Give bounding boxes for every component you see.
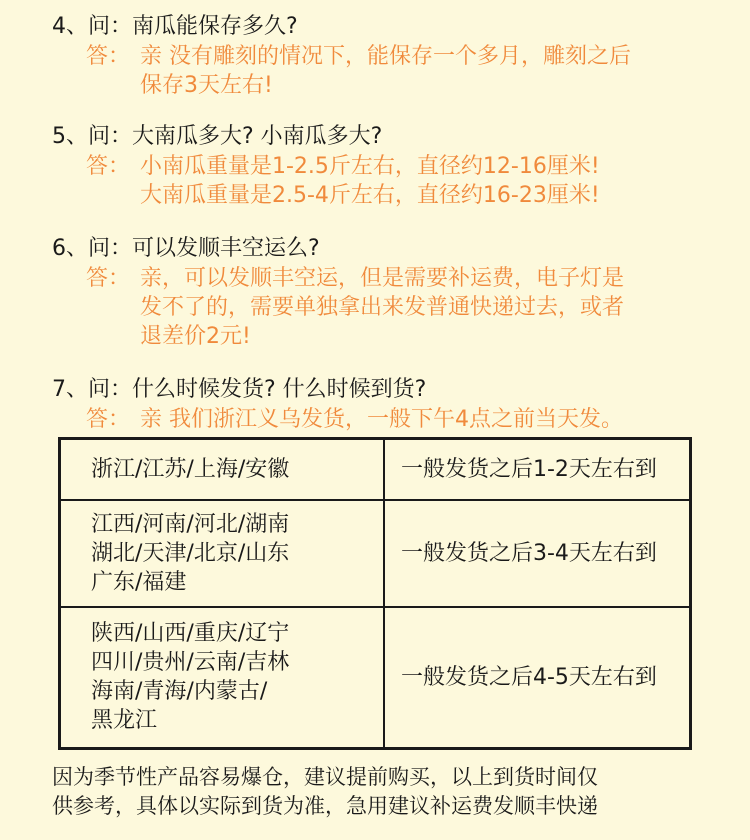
- faq-question: 7、问：什么时候发货? 什么时候到货?: [52, 377, 427, 402]
- region-line: 广东/福建: [91, 569, 187, 595]
- answer-line: 亲，可以发顺丰空运，但是需要补运费，电子灯是: [140, 266, 625, 291]
- delivery-time-cell: 一般发货之后1-2天左右到: [384, 439, 691, 500]
- faq-item-5: [52, 122, 732, 210]
- faq-answer: [52, 264, 732, 351]
- region-line: 黑龙江: [91, 708, 158, 734]
- region-cell: [60, 500, 385, 607]
- answer-label: 答：: [86, 154, 131, 179]
- shipping-time-table: [58, 437, 692, 750]
- footer-line: 供参考，具体以实际到货为准，急用建议补运费发顺丰快递: [52, 794, 598, 818]
- faq-item-4: [52, 12, 732, 100]
- faq-question: 6、问：可以发顺丰空运么?: [52, 236, 320, 261]
- answer-line: 亲 没有雕刻的情况下，能保存一个多月，雕刻之后: [140, 44, 631, 69]
- faq-item-6: [52, 234, 732, 351]
- faq-answer: [52, 42, 732, 100]
- faq-question: 5、问：大南瓜多大? 小南瓜多大?: [52, 124, 383, 149]
- region-line: 浙江/江苏/上海/安徽: [91, 456, 290, 482]
- answer-label: 答：: [86, 44, 131, 69]
- table-row: [60, 439, 691, 500]
- region-cell: [60, 607, 385, 749]
- faq-answer: [52, 405, 732, 434]
- answer-label: 答：: [86, 407, 131, 432]
- table-row: [60, 500, 691, 607]
- answer-line: 小南瓜重量是1-2.5斤左右，直径约12-16厘米!: [140, 154, 600, 179]
- answer-line: 发不了的，需要单独拿出来发普通快递过去，或者: [140, 295, 625, 320]
- region-line: 四川/贵州/云南/吉林: [91, 650, 290, 676]
- region-line: 江西/河南/河北/湖南: [91, 511, 290, 537]
- region-line: 陕西/山西/重庆/辽宁: [91, 621, 290, 647]
- answer-line: 退差价2元!: [140, 324, 251, 349]
- answer-line: 亲 我们浙江义乌发货，一般下午4点之前当天发。: [140, 407, 623, 432]
- answer-line: 保存3天左右!: [140, 73, 273, 98]
- footer-note: [52, 763, 732, 821]
- region-cell: [60, 439, 385, 500]
- region-line: 湖北/天津/北京/山东: [91, 540, 290, 566]
- delivery-time-cell: 一般发货之后4-5天左右到: [384, 607, 691, 749]
- delivery-time-cell: 一般发货之后3-4天左右到: [384, 500, 691, 607]
- region-line: 海南/青海/内蒙古/: [91, 679, 268, 705]
- faq-item-7: [52, 375, 732, 434]
- faq-question: 4、问：南瓜能保存多久?: [52, 14, 298, 39]
- answer-line: 大南瓜重量是2.5-4斤左右，直径约16-23厘米!: [140, 183, 600, 208]
- table-row: [60, 607, 691, 749]
- footer-line: 因为季节性产品容易爆仓，建议提前购买，以上到货时间仅: [52, 765, 598, 789]
- answer-label: 答：: [86, 266, 131, 291]
- faq-answer: [52, 152, 732, 210]
